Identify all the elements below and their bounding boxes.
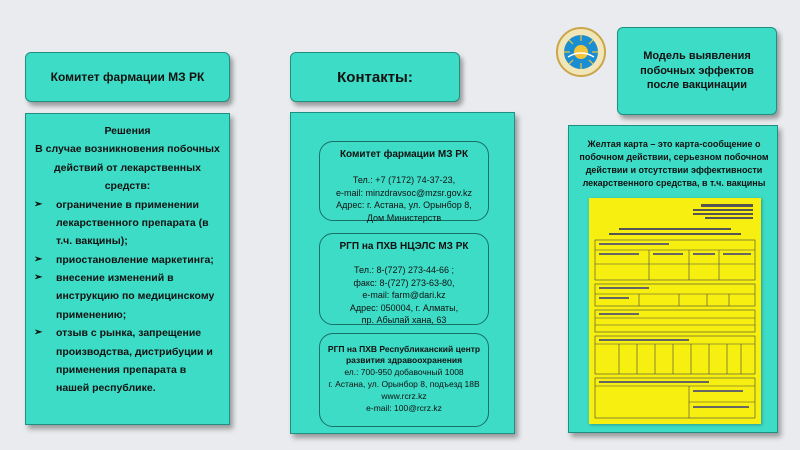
list-item xyxy=(34,196,221,251)
committee-header xyxy=(25,52,230,102)
contact-card xyxy=(319,233,489,325)
arrow-bullet-icon: ➢ xyxy=(34,272,43,283)
contact-line: Дом Министерств xyxy=(366,212,442,223)
contact-card xyxy=(319,333,489,427)
arrow-bullet-icon: ➢ xyxy=(34,198,43,210)
contact-email[interactable]: e-mail: farm@dari.kz xyxy=(362,290,446,301)
state-emblem-icon xyxy=(556,27,606,77)
list-item xyxy=(34,251,221,269)
contacts-panel xyxy=(290,112,515,434)
yellow-card-panel xyxy=(568,125,778,433)
contact-email[interactable]: e-mail: 100@rcrz.kz xyxy=(366,402,442,413)
arrow-bullet-icon: ➢ xyxy=(34,253,43,265)
model-header-label: Модель выявления побочных эффектов после вакцинации xyxy=(640,49,754,92)
contact-line: Тел.: 8-(727) 273-44-66 ; xyxy=(354,265,454,275)
yellow-card-description: Желтая карта – это карта-сообщение о побочном действии, серьезном побочном действии и отсутствии эффективности лекарственного средства, в т.ч. вакцины xyxy=(579,139,769,189)
committee-header-label: Комитет фармации МЗ РК xyxy=(50,70,205,84)
list-item xyxy=(34,269,221,324)
contact-line: пр. Абылай хана, 63 xyxy=(361,315,447,326)
decisions-panel xyxy=(25,113,230,425)
contacts-header-label: Контакты: xyxy=(337,68,413,86)
contact-card-title: Комитет фармации МЗ РК xyxy=(339,149,469,160)
decision-text: внесение изменений в инструкцию по медицинскому применению; xyxy=(56,272,215,321)
contacts-header xyxy=(290,52,460,102)
contact-website[interactable]: www.rcrz.kz xyxy=(381,390,427,401)
contact-line: факс: 8-(727) 273-63-80, xyxy=(353,277,455,288)
decisions-title: Решения xyxy=(104,125,151,137)
contact-email[interactable]: e-mail: minzdravsoc@mzsr.gov.kz xyxy=(336,187,472,198)
contact-line: г. Астана, ул. Орынбор 8, подъезд 18В xyxy=(328,378,480,389)
decision-text: приостановление маркетинга; xyxy=(56,253,214,266)
contact-card-title: РГП на ПХВ НЦЭЛС МЗ РК xyxy=(339,241,469,252)
contact-card xyxy=(319,141,489,221)
yellow-card-form-image xyxy=(589,198,761,424)
list-item xyxy=(34,324,221,398)
decision-text: ограничение в применении лекарственного препарата (в т.ч. вакцины); xyxy=(56,198,209,248)
contact-line: Тел.: +7 (7172) 74-37-23, xyxy=(352,175,456,185)
decisions-intro: В случае возникновения побочных действий от лекарственных средств: xyxy=(35,143,220,193)
decisions-list xyxy=(34,196,221,398)
decision-text: отзыв с рынка, запрещение производства, дистрибуции и применения препарата в нашей республике. xyxy=(56,327,213,395)
contact-card-title: РГП на ПХВ Республиканский центр развития здравоохранения xyxy=(327,344,481,366)
contact-line: ел.: 700-950 добавочный 1008 xyxy=(344,366,464,377)
model-header xyxy=(617,27,777,115)
arrow-bullet-icon: ➢ xyxy=(34,327,43,339)
contact-line: Адрес: 050004, г. Алматы, xyxy=(349,302,459,313)
contact-line: Адрес: г. Астана, ул. Орынбор 8, xyxy=(336,200,472,211)
